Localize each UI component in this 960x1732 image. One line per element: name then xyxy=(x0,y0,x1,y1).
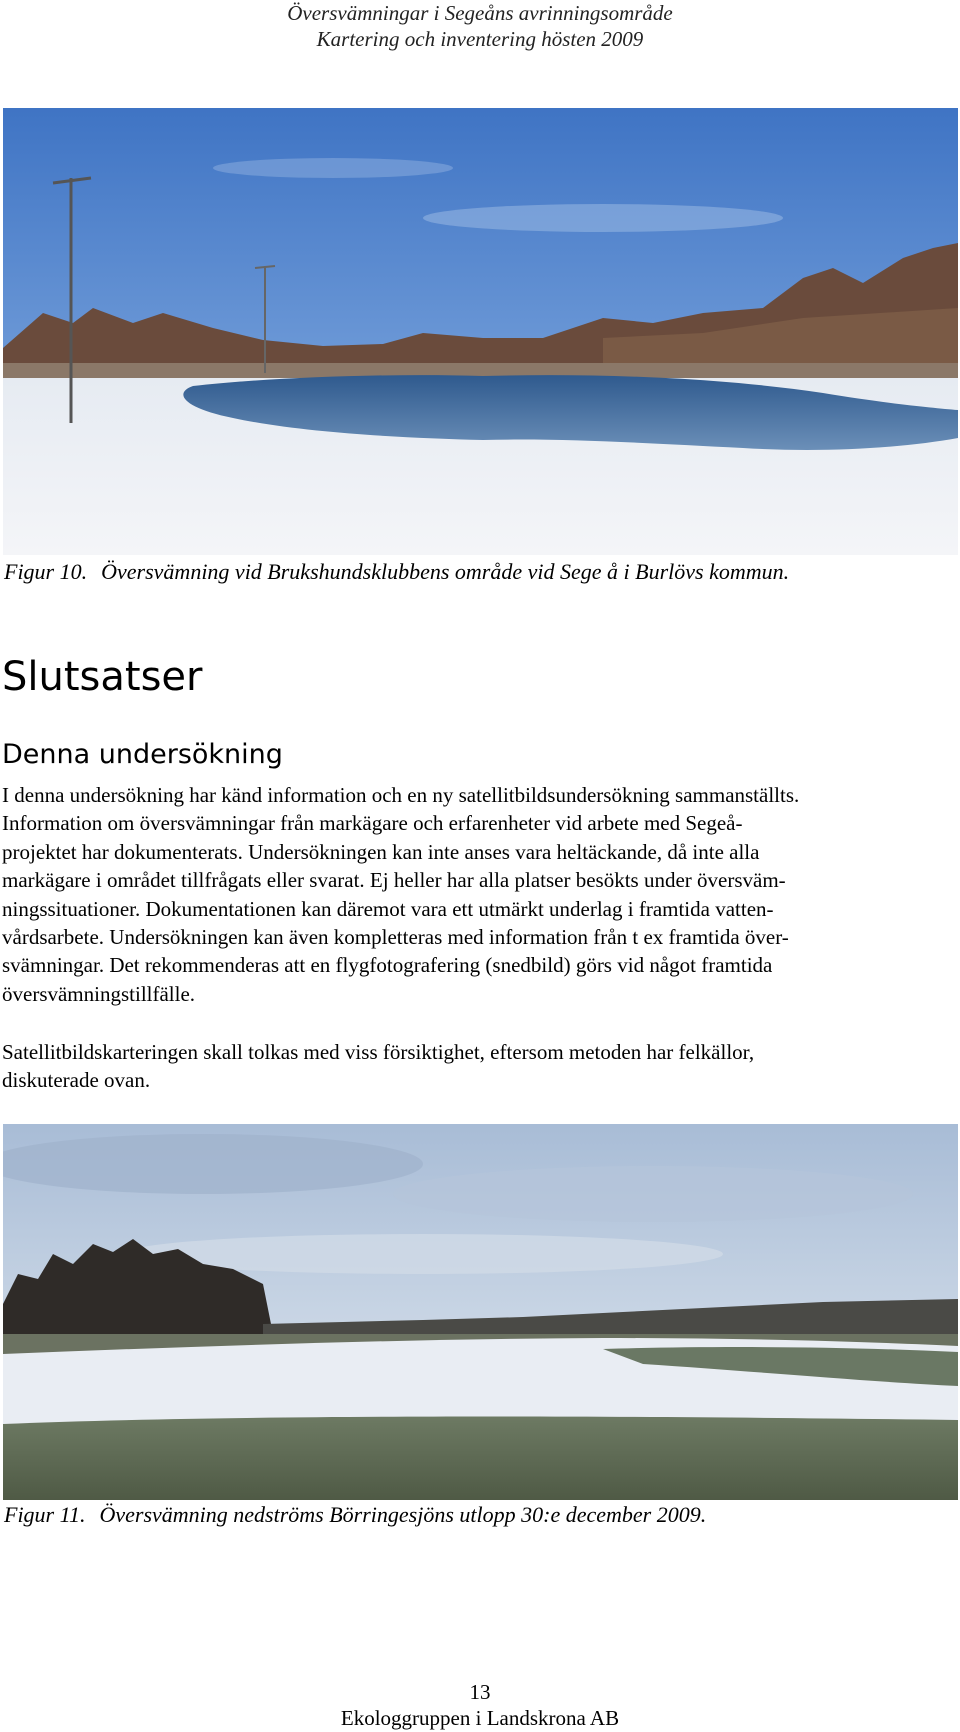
paragraph-line: svämningar. Det rekommenderas att en flygfotografering (snedbild) görs vid något framtida xyxy=(2,953,773,978)
paragraph-line: vårdsarbete. Undersökningen kan även kompletteras med information från t ex framtida över- xyxy=(2,925,789,950)
section-subtitle: Denna undersökning xyxy=(2,739,283,770)
paragraph-line: Satellitbildskarteringen skall tolkas med viss försiktighet, eftersom metoden har felkällor, xyxy=(2,1040,755,1064)
section-title: Slutsatser xyxy=(2,654,203,700)
paragraph-line: ningssituationer. Dokumentationen kan däremot vara ett utmärkt underlag i framtida vatten- xyxy=(2,896,774,921)
paragraph-line: Information om översvämningar från markägare och erfarenheter vid arbete med Segeå- xyxy=(2,811,743,836)
figure-10-caption xyxy=(4,558,789,586)
figure-10-label: Figur 10. xyxy=(4,559,88,584)
paragraph-line: I denna undersökning har känd information och en ny satellitbildsundersökning sammanställts. xyxy=(2,783,800,807)
page-number: 13 xyxy=(469,1680,491,1704)
figure-11-text: Översvämning nedströms Börringesjöns utlopp 30:e december 2009. xyxy=(99,1502,707,1527)
paragraph-2 xyxy=(2,1038,942,1095)
header-subtitle: Kartering och inventering hösten 2009 xyxy=(316,27,644,51)
figure-10-photo xyxy=(3,108,958,555)
paragraph-line: markägare i området tillfrågats eller svarat. Ej heller har alla platser besökts under översväm- xyxy=(2,868,786,893)
figure-11-photo xyxy=(3,1124,958,1500)
paragraph-line: diskuterade ovan. xyxy=(2,1068,151,1093)
paragraph-1 xyxy=(2,781,942,1008)
figure-11-label: Figur 11. xyxy=(4,1502,86,1527)
paragraph-line: projektet har dokumenterats. Undersökningen kan inte anses vara heltäckande, då inte alla xyxy=(2,839,760,864)
paragraph-line: översvämningstillfälle. xyxy=(2,981,196,1006)
figure-11-caption xyxy=(4,1501,706,1529)
figure-10-text: Översvämning vid Brukshundsklubbens område vid Sege å i Burlövs kommun. xyxy=(101,559,790,584)
footer-company: Ekologgruppen i Landskrona AB xyxy=(340,1706,620,1730)
header-title: Översvämningar i Segeåns avrinningsområde xyxy=(287,1,673,25)
